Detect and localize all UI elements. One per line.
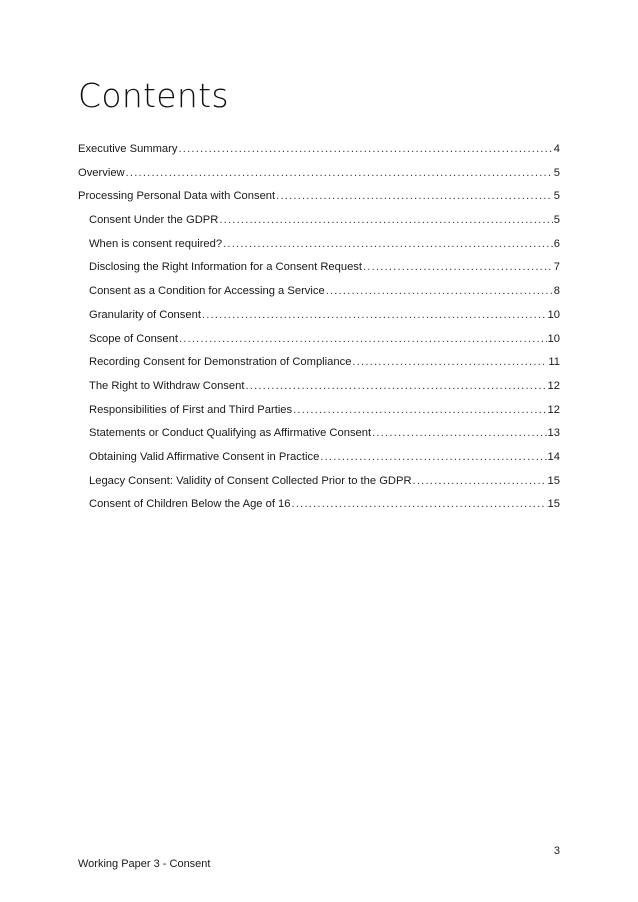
toc-entry[interactable] xyxy=(78,475,560,499)
toc-entry[interactable] xyxy=(78,238,560,262)
dot-leader xyxy=(223,238,553,250)
toc-entry[interactable] xyxy=(78,167,560,191)
toc-entry[interactable] xyxy=(78,309,560,333)
toc-entry[interactable] xyxy=(78,333,560,357)
table-of-contents xyxy=(78,143,560,522)
dot-leader xyxy=(219,214,552,226)
dot-leader xyxy=(372,427,546,439)
toc-entry-label: Consent of Children Below the Age of 16 xyxy=(89,498,291,511)
toc-entry-page: 13 xyxy=(547,427,560,440)
dot-leader xyxy=(363,261,553,273)
toc-entry-label: Disclosing the Right Information for a Consent Request xyxy=(89,261,362,274)
toc-entry-page: 5 xyxy=(553,214,560,227)
footer-text: Working Paper 3 - Consent xyxy=(78,858,211,870)
toc-entry[interactable] xyxy=(78,404,560,428)
toc-entry-label: Consent as a Condition for Accessing a Service xyxy=(89,285,325,298)
dot-leader xyxy=(202,309,547,321)
toc-entry-label: Consent Under the GDPR xyxy=(89,214,219,227)
toc-entry-page: 15 xyxy=(547,498,560,511)
toc-entry-label: Legacy Consent: Validity of Consent Collected Prior to the GDPR xyxy=(89,474,412,487)
toc-entry-page: 14 xyxy=(547,450,560,463)
toc-entry[interactable] xyxy=(78,356,560,380)
toc-entry-page: 7 xyxy=(553,261,560,274)
toc-entry-page: 12 xyxy=(547,379,560,392)
dot-leader xyxy=(352,356,547,368)
toc-entry-label: The Right to Withdraw Consent xyxy=(89,379,245,392)
dot-leader xyxy=(292,498,547,510)
toc-entry-label: Recording Consent for Demonstration of Compliance xyxy=(89,356,352,369)
toc-entry[interactable] xyxy=(78,427,560,451)
dot-leader xyxy=(245,380,546,392)
toc-entry[interactable] xyxy=(78,498,560,522)
toc-entry-label: Statements or Conduct Qualifying as Affirmative Consent xyxy=(89,427,372,440)
page-number: 3 xyxy=(553,845,560,857)
toc-entry[interactable] xyxy=(78,451,560,475)
page-title: Contents xyxy=(78,76,229,115)
toc-entry-label: When is consent required? xyxy=(89,237,223,250)
dot-leader xyxy=(293,404,546,416)
dot-leader xyxy=(413,475,547,487)
toc-entry-label: Processing Personal Data with Consent xyxy=(78,190,276,203)
dot-leader xyxy=(179,333,547,345)
toc-entry-page: 5 xyxy=(553,166,560,179)
toc-entry[interactable] xyxy=(78,261,560,285)
toc-entry-label: Obtaining Valid Affirmative Consent in Practice xyxy=(89,450,320,463)
dot-leader xyxy=(320,451,546,463)
toc-entry[interactable] xyxy=(78,190,560,214)
toc-entry[interactable] xyxy=(78,285,560,309)
dot-leader xyxy=(126,167,553,179)
toc-entry-label: Responsibilities of First and Third Parties xyxy=(89,403,293,416)
toc-entry-label: Executive Summary xyxy=(78,143,178,155)
toc-entry-page: 11 xyxy=(548,356,560,369)
toc-entry[interactable] xyxy=(78,143,560,167)
dot-leader xyxy=(276,190,553,202)
toc-entry-page: 8 xyxy=(553,285,560,298)
toc-entry-page: 5 xyxy=(553,190,560,203)
toc-entry-page: 10 xyxy=(547,308,560,321)
toc-entry-page: 12 xyxy=(547,403,560,416)
toc-entry-label: Granularity of Consent xyxy=(89,308,201,321)
toc-entry[interactable] xyxy=(78,380,560,404)
toc-entry-page: 15 xyxy=(547,474,560,487)
toc-entry-page: 10 xyxy=(547,332,560,345)
toc-entry-page: 4 xyxy=(553,143,560,155)
dot-leader xyxy=(326,285,553,297)
toc-entry-label: Scope of Consent xyxy=(89,332,178,345)
toc-entry[interactable] xyxy=(78,214,560,238)
toc-entry-page: 6 xyxy=(553,237,560,250)
toc-entry-label: Overview xyxy=(78,166,125,179)
dot-leader xyxy=(178,143,552,155)
